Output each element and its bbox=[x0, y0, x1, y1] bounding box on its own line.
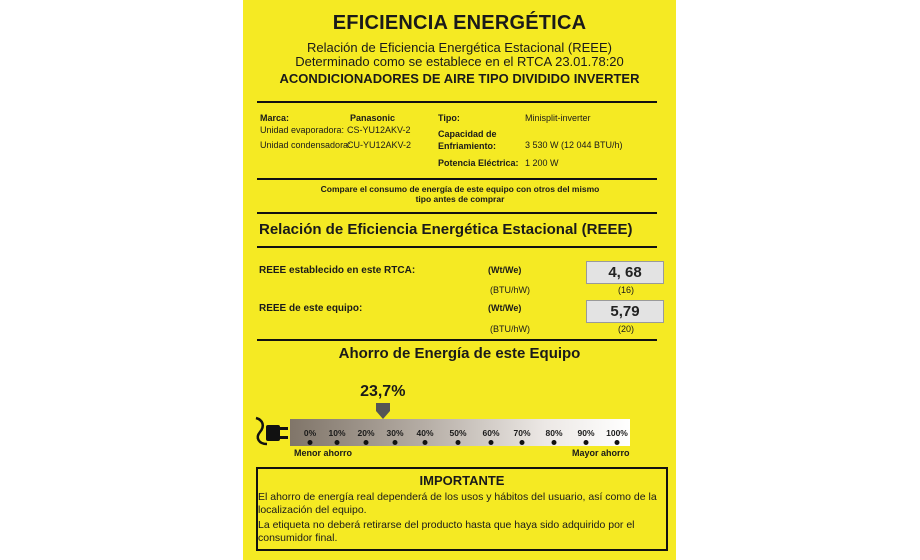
scale-tick-dot bbox=[308, 440, 313, 445]
scale-tick-dot bbox=[552, 440, 557, 445]
savings-marker-icon bbox=[375, 402, 391, 420]
divider bbox=[257, 178, 657, 180]
scale-tick-label: 60% bbox=[482, 428, 500, 438]
scale-tick-dot bbox=[520, 440, 525, 445]
scale-tick-label: 100% bbox=[606, 428, 628, 438]
label-subtitle-1: Relación de Eficiencia Energética Estacional (REEE) bbox=[307, 40, 612, 55]
reee-equipment-unit: (Wt/We) bbox=[488, 303, 522, 313]
brand-label: Marca: bbox=[260, 113, 290, 123]
plug-icon bbox=[253, 414, 291, 448]
evaporator-label: Unidad evaporadora: bbox=[260, 125, 345, 135]
compare-note-line-1: Compare el consumo de energía de este equipo con otros del mismo bbox=[320, 184, 600, 194]
scale-tick-label: 20% bbox=[357, 428, 375, 438]
compare-note-line-2: tipo antes de comprar bbox=[415, 194, 505, 204]
scale-tick-label: 90% bbox=[577, 428, 595, 438]
power-label: Potencia Eléctrica: bbox=[438, 158, 519, 168]
important-text-4: consumidor final. bbox=[258, 532, 338, 544]
max-saving-label: Mayor ahorro bbox=[572, 448, 630, 458]
important-text-1: El ahorro de energía real dependerá de los usos y hábitos del usuario, así como de la bbox=[258, 491, 657, 503]
product-type-heading: ACONDICIONADORES DE AIRE TIPO DIVIDIDO INVERTER bbox=[279, 71, 640, 86]
scale-tick-label: 50% bbox=[449, 428, 467, 438]
brand-value: Panasonic bbox=[350, 113, 396, 123]
power-value: 1 200 W bbox=[525, 158, 559, 168]
type-label: Tipo: bbox=[438, 113, 460, 123]
reee-established-btu-value: (16) bbox=[618, 285, 635, 295]
reee-established-btu-unit: (BTU/hW) bbox=[490, 285, 530, 295]
important-text-2: localización del equipo. bbox=[258, 504, 367, 516]
scale-tick-label: 30% bbox=[386, 428, 404, 438]
divider bbox=[257, 246, 657, 248]
reee-equipment-btu-value: (20) bbox=[618, 324, 635, 334]
scale-tick-dot bbox=[364, 440, 369, 445]
scale-tick-label: 10% bbox=[328, 428, 346, 438]
scale-tick-dot bbox=[393, 440, 398, 445]
divider bbox=[257, 212, 657, 214]
scale-tick-label: 40% bbox=[416, 428, 434, 438]
scale-tick-dot bbox=[489, 440, 494, 445]
important-title: IMPORTANTE bbox=[419, 473, 505, 488]
reee-established-unit: (Wt/We) bbox=[488, 265, 522, 275]
scale-tick-label: 80% bbox=[545, 428, 563, 438]
reee-title: Relación de Eficiencia Energética Estacional (REEE) bbox=[259, 221, 633, 238]
label-title: EFICIENCIA ENERGÉTICA bbox=[332, 12, 587, 34]
scale-tick-dot bbox=[615, 440, 620, 445]
reee-established-value: 4, 68 bbox=[586, 261, 664, 284]
capacity-label-2: Enfriamiento: bbox=[438, 141, 497, 151]
scale-tick-dot bbox=[423, 440, 428, 445]
scale-tick-label: 0% bbox=[303, 428, 317, 438]
savings-title: Ahorro de Energía de este Equipo bbox=[338, 345, 581, 362]
capacity-label-1: Capacidad de bbox=[438, 129, 497, 139]
reee-equipment-btu-unit: (BTU/hW) bbox=[490, 324, 530, 334]
reee-equipment-label: REEE de este equipo: bbox=[259, 303, 363, 314]
condenser-label: Unidad condensadora: bbox=[260, 140, 351, 150]
important-text-3: La etiqueta no deberá retirarse del producto hasta que haya sido adquirido por el bbox=[258, 519, 635, 531]
scale-tick-label: 70% bbox=[513, 428, 531, 438]
savings-percent-label: 23,7% bbox=[360, 383, 406, 400]
evaporator-value: CS-YU12AKV-2 bbox=[347, 125, 411, 135]
capacity-value: 3 530 W (12 044 BTU/h) bbox=[525, 140, 623, 150]
scale-tick-dot bbox=[584, 440, 589, 445]
reee-established-label: REEE establecido en este RTCA: bbox=[259, 265, 416, 276]
label-subtitle-2: Determinado como se establece en el RTCA 23.01.78:20 bbox=[295, 54, 624, 69]
compare-note bbox=[300, 184, 620, 204]
divider bbox=[257, 101, 657, 103]
scale-tick-dot bbox=[456, 440, 461, 445]
type-value: Minisplit-inverter bbox=[525, 113, 591, 123]
condenser-value: CU-YU12AKV-2 bbox=[347, 140, 412, 150]
reee-equipment-value: 5,79 bbox=[586, 300, 664, 323]
min-saving-label: Menor ahorro bbox=[294, 448, 353, 458]
scale-tick-dot bbox=[335, 440, 340, 445]
divider bbox=[257, 339, 657, 341]
